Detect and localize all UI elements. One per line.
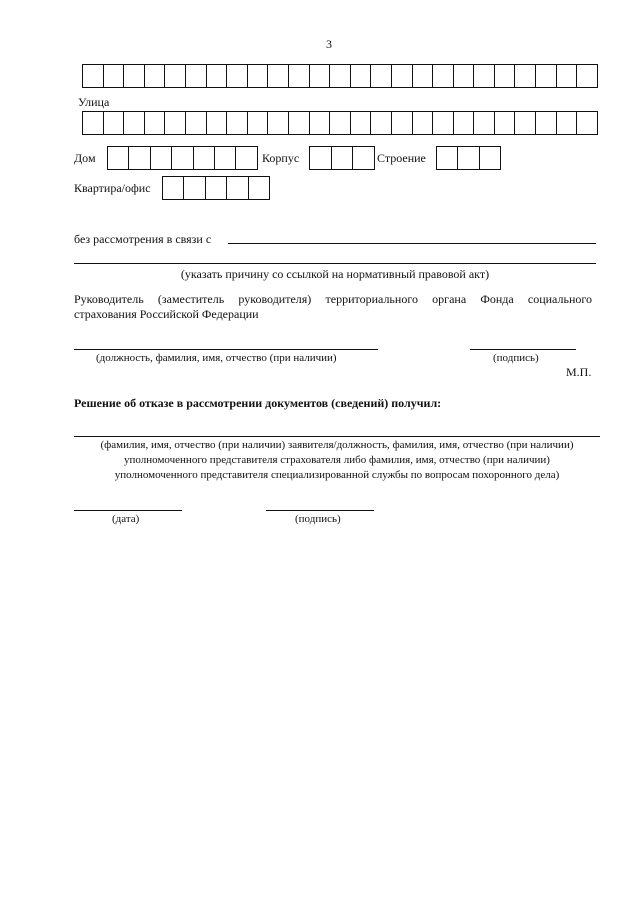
input-cell[interactable]: [108, 146, 129, 170]
input-cell[interactable]: [163, 176, 184, 200]
input-cell[interactable]: [330, 111, 351, 135]
input-cell[interactable]: [104, 111, 125, 135]
input-cell[interactable]: [268, 64, 289, 88]
input-cell[interactable]: [454, 64, 475, 88]
input-cell[interactable]: [353, 146, 375, 170]
position-input-line[interactable]: [74, 349, 378, 350]
recipient-signature-line[interactable]: [266, 510, 374, 511]
input-cell[interactable]: [268, 111, 289, 135]
apartment-label: Квартира/офис: [74, 181, 151, 195]
input-cell[interactable]: [104, 64, 125, 88]
input-cell[interactable]: [289, 64, 310, 88]
input-cell[interactable]: [413, 111, 434, 135]
date-caption: (дата): [112, 513, 140, 525]
head-title-line-1: Руководитель (заместитель руководителя) территориального органа Фонда социального: [74, 292, 592, 306]
head-title-line-2: страхования Российской Федерации: [74, 307, 259, 321]
input-cell[interactable]: [249, 176, 270, 200]
input-cell[interactable]: [437, 146, 458, 170]
input-cell[interactable]: [248, 64, 269, 88]
input-cell[interactable]: [577, 64, 598, 88]
input-cell[interactable]: [184, 176, 205, 200]
input-cell[interactable]: [495, 64, 516, 88]
input-cell[interactable]: [186, 64, 207, 88]
input-cell[interactable]: [165, 111, 186, 135]
reason-caption: (указать причину со ссылкой на нормативный правовой акт): [180, 267, 490, 281]
input-cell[interactable]: [207, 111, 228, 135]
head-signature-caption: (подпись): [493, 352, 539, 364]
input-cell[interactable]: [557, 111, 578, 135]
input-cell[interactable]: [165, 64, 186, 88]
input-cell[interactable]: [515, 111, 536, 135]
input-cell[interactable]: [371, 64, 392, 88]
input-cell[interactable]: [289, 111, 310, 135]
recipient-signature-caption: (подпись): [295, 513, 341, 525]
house-cells[interactable]: [107, 146, 258, 170]
head-signature-line[interactable]: [470, 349, 576, 350]
street-label: Улица: [78, 95, 110, 109]
address-cells-row-1[interactable]: [82, 64, 598, 88]
input-cell[interactable]: [83, 64, 104, 88]
reason-input-line-1[interactable]: [228, 243, 596, 244]
input-cell[interactable]: [392, 111, 413, 135]
recipient-caption-line-2: уполномоченного представителя страхователя либо фамилия, имя, отчество (при наличии): [124, 454, 550, 466]
input-cell[interactable]: [227, 111, 248, 135]
input-cell[interactable]: [186, 111, 207, 135]
reason-input-line-2[interactable]: [74, 263, 596, 264]
recipient-caption-line-3: уполномоченного представителя специализированной службы по вопросам похоронного дела): [114, 469, 560, 481]
house-label: Дом: [74, 151, 96, 165]
input-cell[interactable]: [83, 111, 104, 135]
input-cell[interactable]: [371, 111, 392, 135]
building-cells[interactable]: [309, 146, 375, 170]
input-cell[interactable]: [207, 64, 228, 88]
input-cell[interactable]: [310, 146, 332, 170]
input-cell[interactable]: [433, 111, 454, 135]
input-cell[interactable]: [227, 176, 248, 200]
input-cell[interactable]: [557, 64, 578, 88]
date-input-line[interactable]: [74, 510, 182, 511]
input-cell[interactable]: [172, 146, 193, 170]
input-cell[interactable]: [458, 146, 479, 170]
stamp-label: М.П.: [566, 365, 592, 379]
structure-cells[interactable]: [436, 146, 501, 170]
recipient-caption-line-1: (фамилия, имя, отчество (при наличии) заявителя/должность, фамилия, имя, отчество (при наличии): [100, 439, 574, 451]
without-review-label: без рассмотрения в связи с: [74, 232, 212, 246]
position-caption: (должность, фамилия, имя, отчество (при наличии): [96, 352, 337, 364]
input-cell[interactable]: [145, 111, 166, 135]
input-cell[interactable]: [194, 146, 215, 170]
input-cell[interactable]: [206, 176, 227, 200]
apartment-cells[interactable]: [162, 176, 270, 200]
input-cell[interactable]: [332, 146, 354, 170]
recipient-input-line[interactable]: [74, 436, 600, 437]
input-cell[interactable]: [236, 146, 257, 170]
input-cell[interactable]: [129, 146, 150, 170]
input-cell[interactable]: [536, 111, 557, 135]
input-cell[interactable]: [392, 64, 413, 88]
input-cell[interactable]: [215, 146, 236, 170]
input-cell[interactable]: [351, 111, 372, 135]
input-cell[interactable]: [248, 111, 269, 135]
input-cell[interactable]: [351, 64, 372, 88]
input-cell[interactable]: [124, 64, 145, 88]
input-cell[interactable]: [310, 64, 331, 88]
input-cell[interactable]: [577, 111, 598, 135]
input-cell[interactable]: [474, 111, 495, 135]
building-label: Корпус: [262, 151, 300, 165]
input-cell[interactable]: [330, 64, 351, 88]
input-cell[interactable]: [454, 111, 475, 135]
input-cell[interactable]: [536, 64, 557, 88]
input-cell[interactable]: [124, 111, 145, 135]
input-cell[interactable]: [495, 111, 516, 135]
decision-heading: Решение об отказе в рассмотрении документов (сведений) получил:: [74, 396, 442, 410]
input-cell[interactable]: [515, 64, 536, 88]
input-cell[interactable]: [474, 64, 495, 88]
input-cell[interactable]: [480, 146, 501, 170]
structure-label: Строение: [377, 151, 426, 165]
page-number: 3: [326, 37, 332, 51]
input-cell[interactable]: [433, 64, 454, 88]
input-cell[interactable]: [151, 146, 172, 170]
input-cell[interactable]: [227, 64, 248, 88]
input-cell[interactable]: [145, 64, 166, 88]
input-cell[interactable]: [310, 111, 331, 135]
input-cell[interactable]: [413, 64, 434, 88]
street-cells[interactable]: [82, 111, 598, 135]
